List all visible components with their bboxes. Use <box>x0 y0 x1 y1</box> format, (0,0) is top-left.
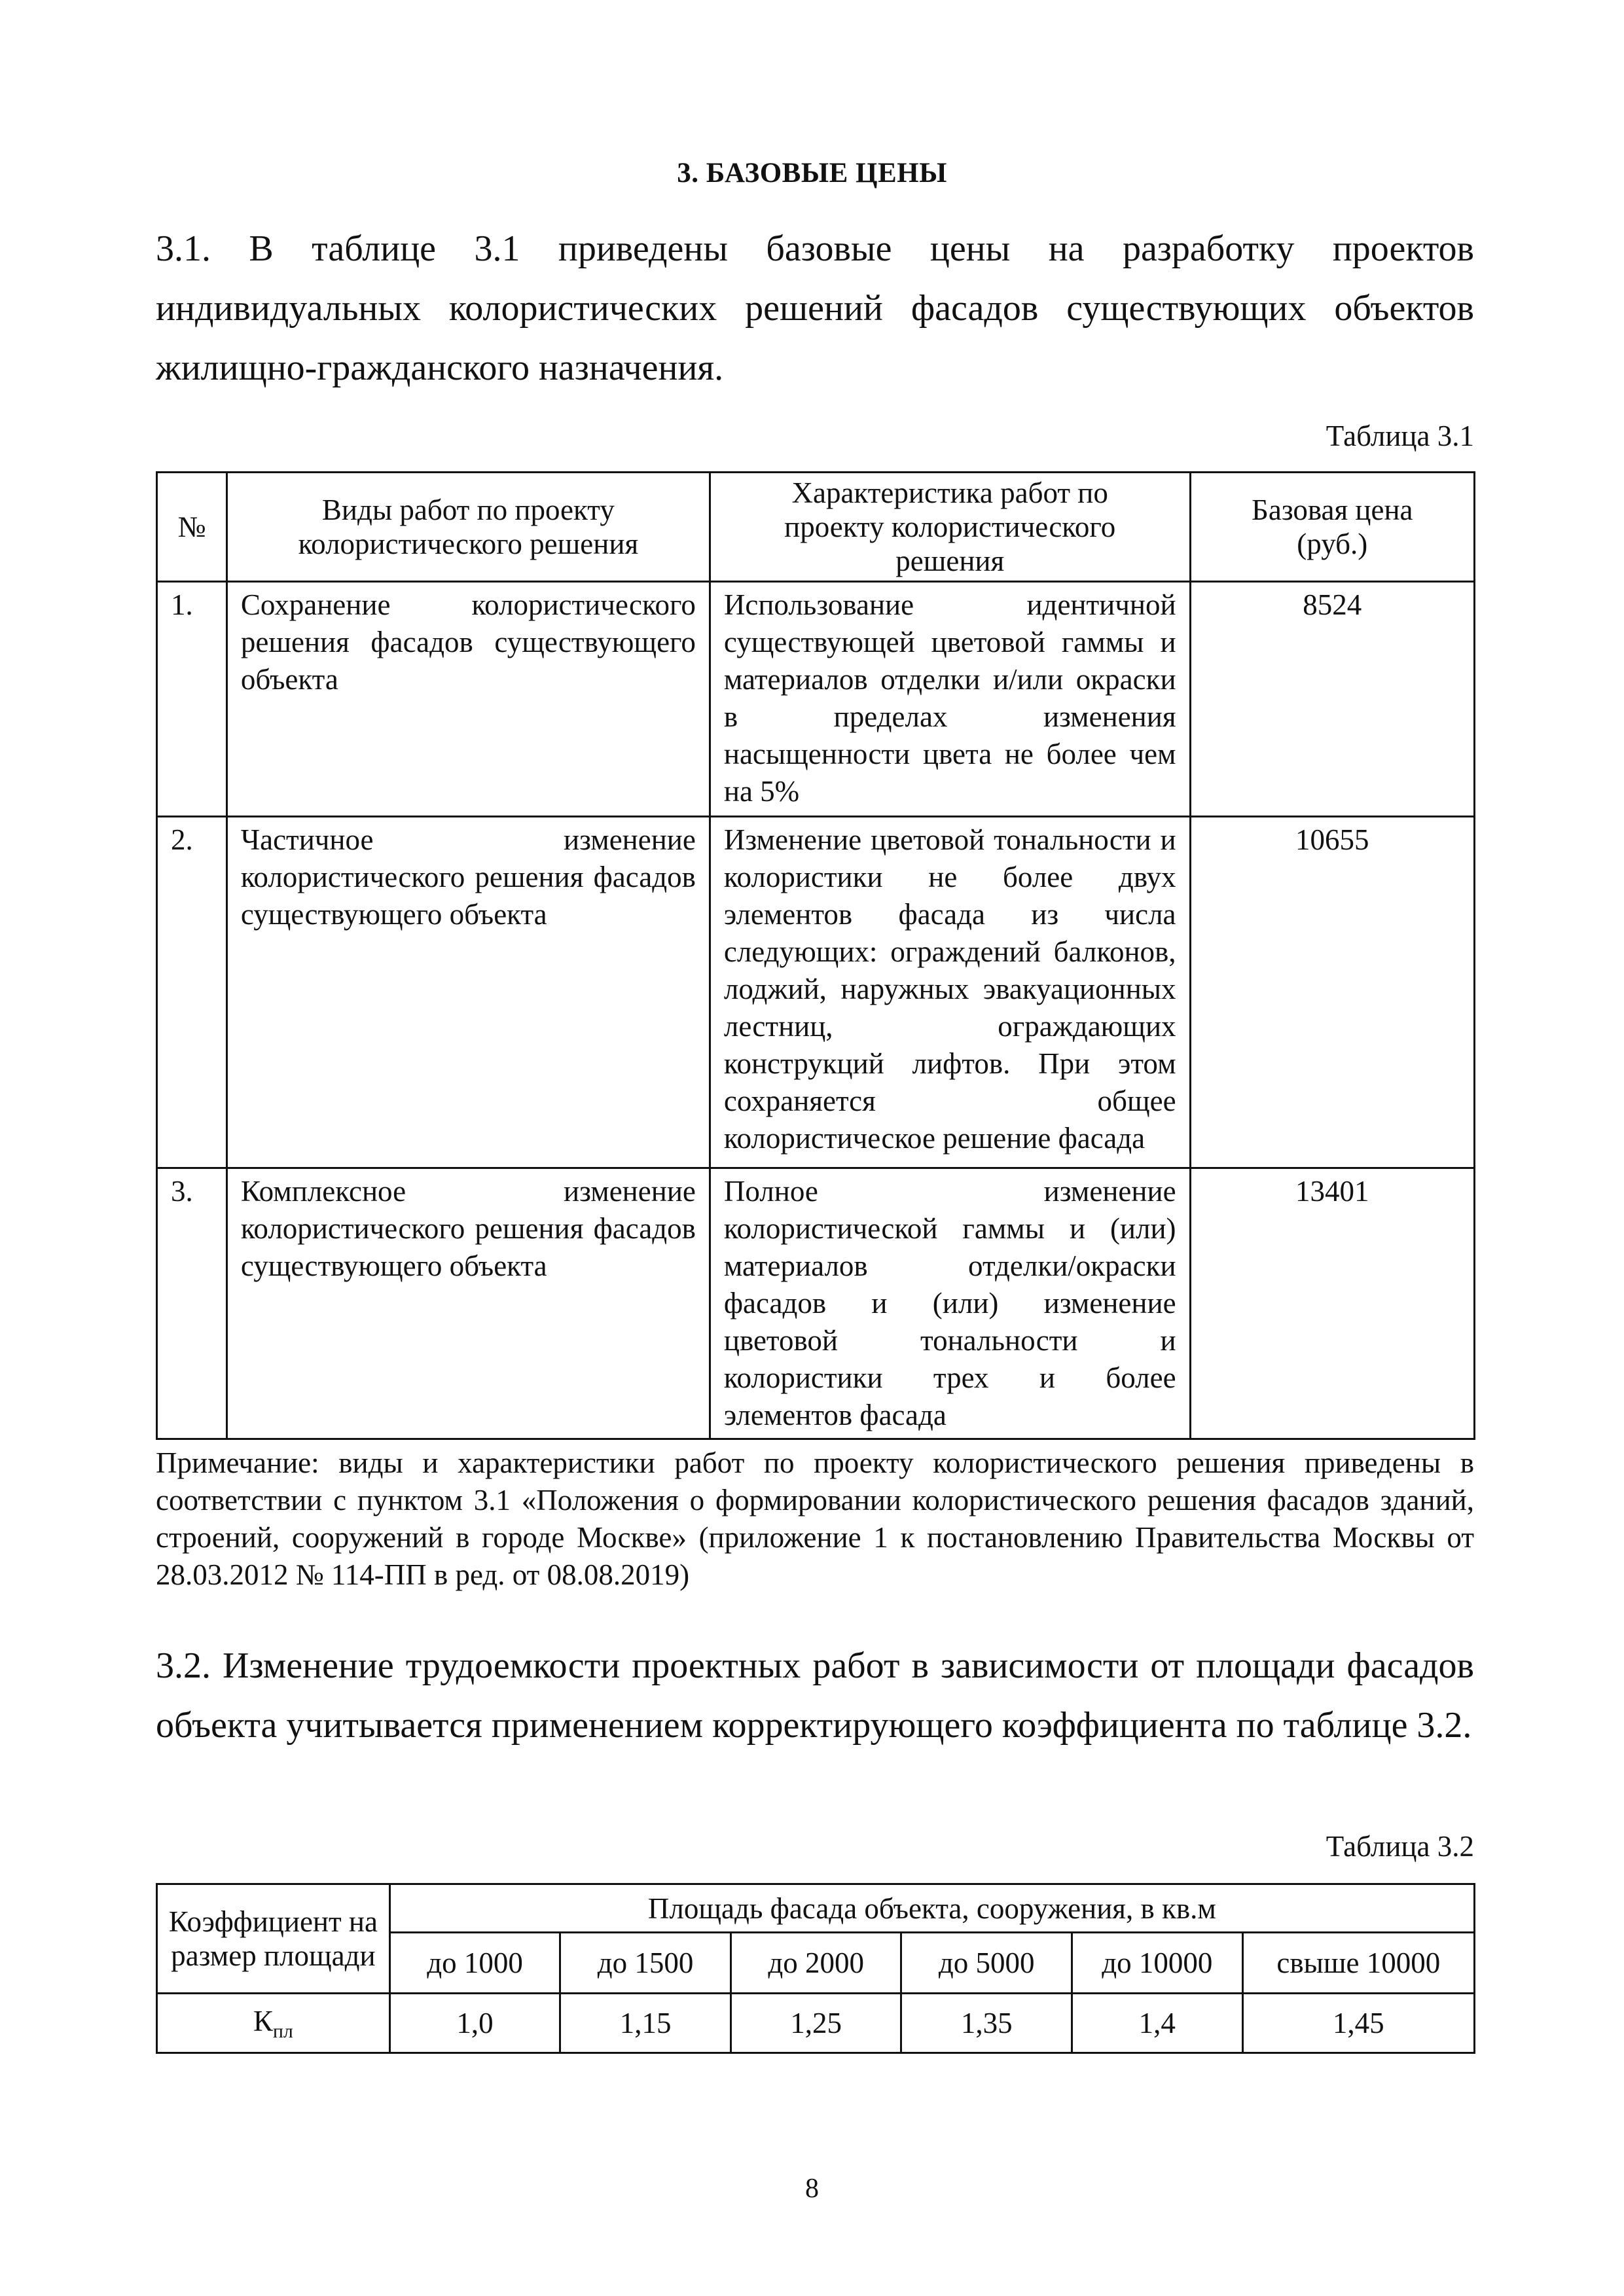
value-cell: 1,35 <box>901 1994 1072 2053</box>
row-work-type: Частичное изменение колористического решения фасадов существующего объекта <box>226 817 710 1168</box>
row-characteristic: Изменение цветовой тональности и колористики не более двух элементов фасада из числа следующих: ограждений балконов, лоджий, наружных эвакуационных лестниц, ограждающих конструкций лифтов. При этом сохраняется общее колористическое решение фасада <box>710 817 1190 1168</box>
table-header-row <box>157 473 1475 582</box>
value-cell: 1,15 <box>560 1994 731 2053</box>
header-work-type-text: Виды работ по проекту колористического решения <box>298 493 639 560</box>
section-title: 3. БАЗОВЫЕ ЦЕНЫ <box>677 158 947 188</box>
row-label <box>157 1994 390 2053</box>
header-price <box>1190 473 1474 582</box>
row-work-type: Комплексное изменение колористического решения фасадов существующего объекта <box>226 1168 710 1439</box>
value-cell: 1,45 <box>1242 1994 1474 2053</box>
row-num: 1. <box>157 582 227 817</box>
paragraph-3-1: 3.1. В таблице 3.1 приведены базовые цены на разработку проектов индивидуальных колористических решений фасадов существующих объектов жилищно-гражданского назначения. <box>156 228 1474 388</box>
row-price: 13401 <box>1190 1168 1474 1439</box>
row-work-type: Сохранение колористического решения фасадов существующего объекта <box>226 582 710 817</box>
row-characteristic: Полное изменение колористической гаммы и (или) материалов отделки/окраски фасадов и (или) изменение цветовой тональности и колористики трех и более элементов фасада <box>710 1168 1190 1439</box>
coef-header: Коэффициент на размер площади <box>157 1884 390 1994</box>
header-characteristic-text: Характеристика работ по проекту колористического решения <box>784 476 1116 577</box>
table-row <box>157 1168 1475 1439</box>
header-characteristic <box>710 473 1190 582</box>
value-cell: 1,0 <box>389 1994 560 2053</box>
range-cell: до 5000 <box>901 1933 1072 1994</box>
header-num: № <box>157 473 227 582</box>
table-3-1-caption: Таблица 3.1 <box>1326 420 1474 452</box>
table-row <box>157 582 1475 817</box>
header-work-type <box>226 473 710 582</box>
area-header: Площадь фасада объекта, сооружения, в кв.м <box>389 1884 1474 1933</box>
header-price-text: Базовая цена (руб.) <box>1252 493 1413 560</box>
table-3-2-caption: Таблица 3.2 <box>1326 1830 1474 1863</box>
range-cell: свыше 10000 <box>1242 1933 1474 1994</box>
range-cell: до 1000 <box>389 1933 560 1994</box>
values-row <box>157 1994 1475 2053</box>
row-label-main: К <box>253 2004 273 2037</box>
table-3-1 <box>156 471 1475 1440</box>
table-note: Примечание: виды и характеристики работ по проекту колористического решения приведены в соответствии с пунктом 3.1 «Положения о формировании колористического решения фасадов зданий, строений, сооружений в городе Москве» (приложение 1 к постановлению Правительства Москвы от 28.03.2012 № 114-ПП в ред. от 08.08.2019) <box>156 1446 1474 1591</box>
row-characteristic: Использование идентичной существующей цветовой гаммы и материалов отделки и/или окраски в пределах изменения насыщенности цвета не более чем на 5% <box>710 582 1190 817</box>
table-header-row <box>157 1884 1475 1933</box>
row-price: 10655 <box>1190 817 1474 1168</box>
range-cell: до 1500 <box>560 1933 731 1994</box>
range-cell: до 2000 <box>731 1933 901 1994</box>
paragraph-3-2: 3.2. Изменение трудоемкости проектных работ в зависимости от площади фасадов объекта учитывается применением корректирующего коэффициента по таблице 3.2. <box>156 1645 1474 1746</box>
row-num: 3. <box>157 1168 227 1439</box>
table-3-2 <box>156 1883 1475 2054</box>
value-cell: 1,4 <box>1072 1994 1242 2053</box>
range-cell: до 10000 <box>1072 1933 1242 1994</box>
row-price: 8524 <box>1190 582 1474 817</box>
value-cell: 1,25 <box>731 1994 901 2053</box>
table-row <box>157 817 1475 1168</box>
row-label-sub: пл <box>272 2020 293 2042</box>
page-number: 8 <box>805 2174 819 2204</box>
row-num: 2. <box>157 817 227 1168</box>
